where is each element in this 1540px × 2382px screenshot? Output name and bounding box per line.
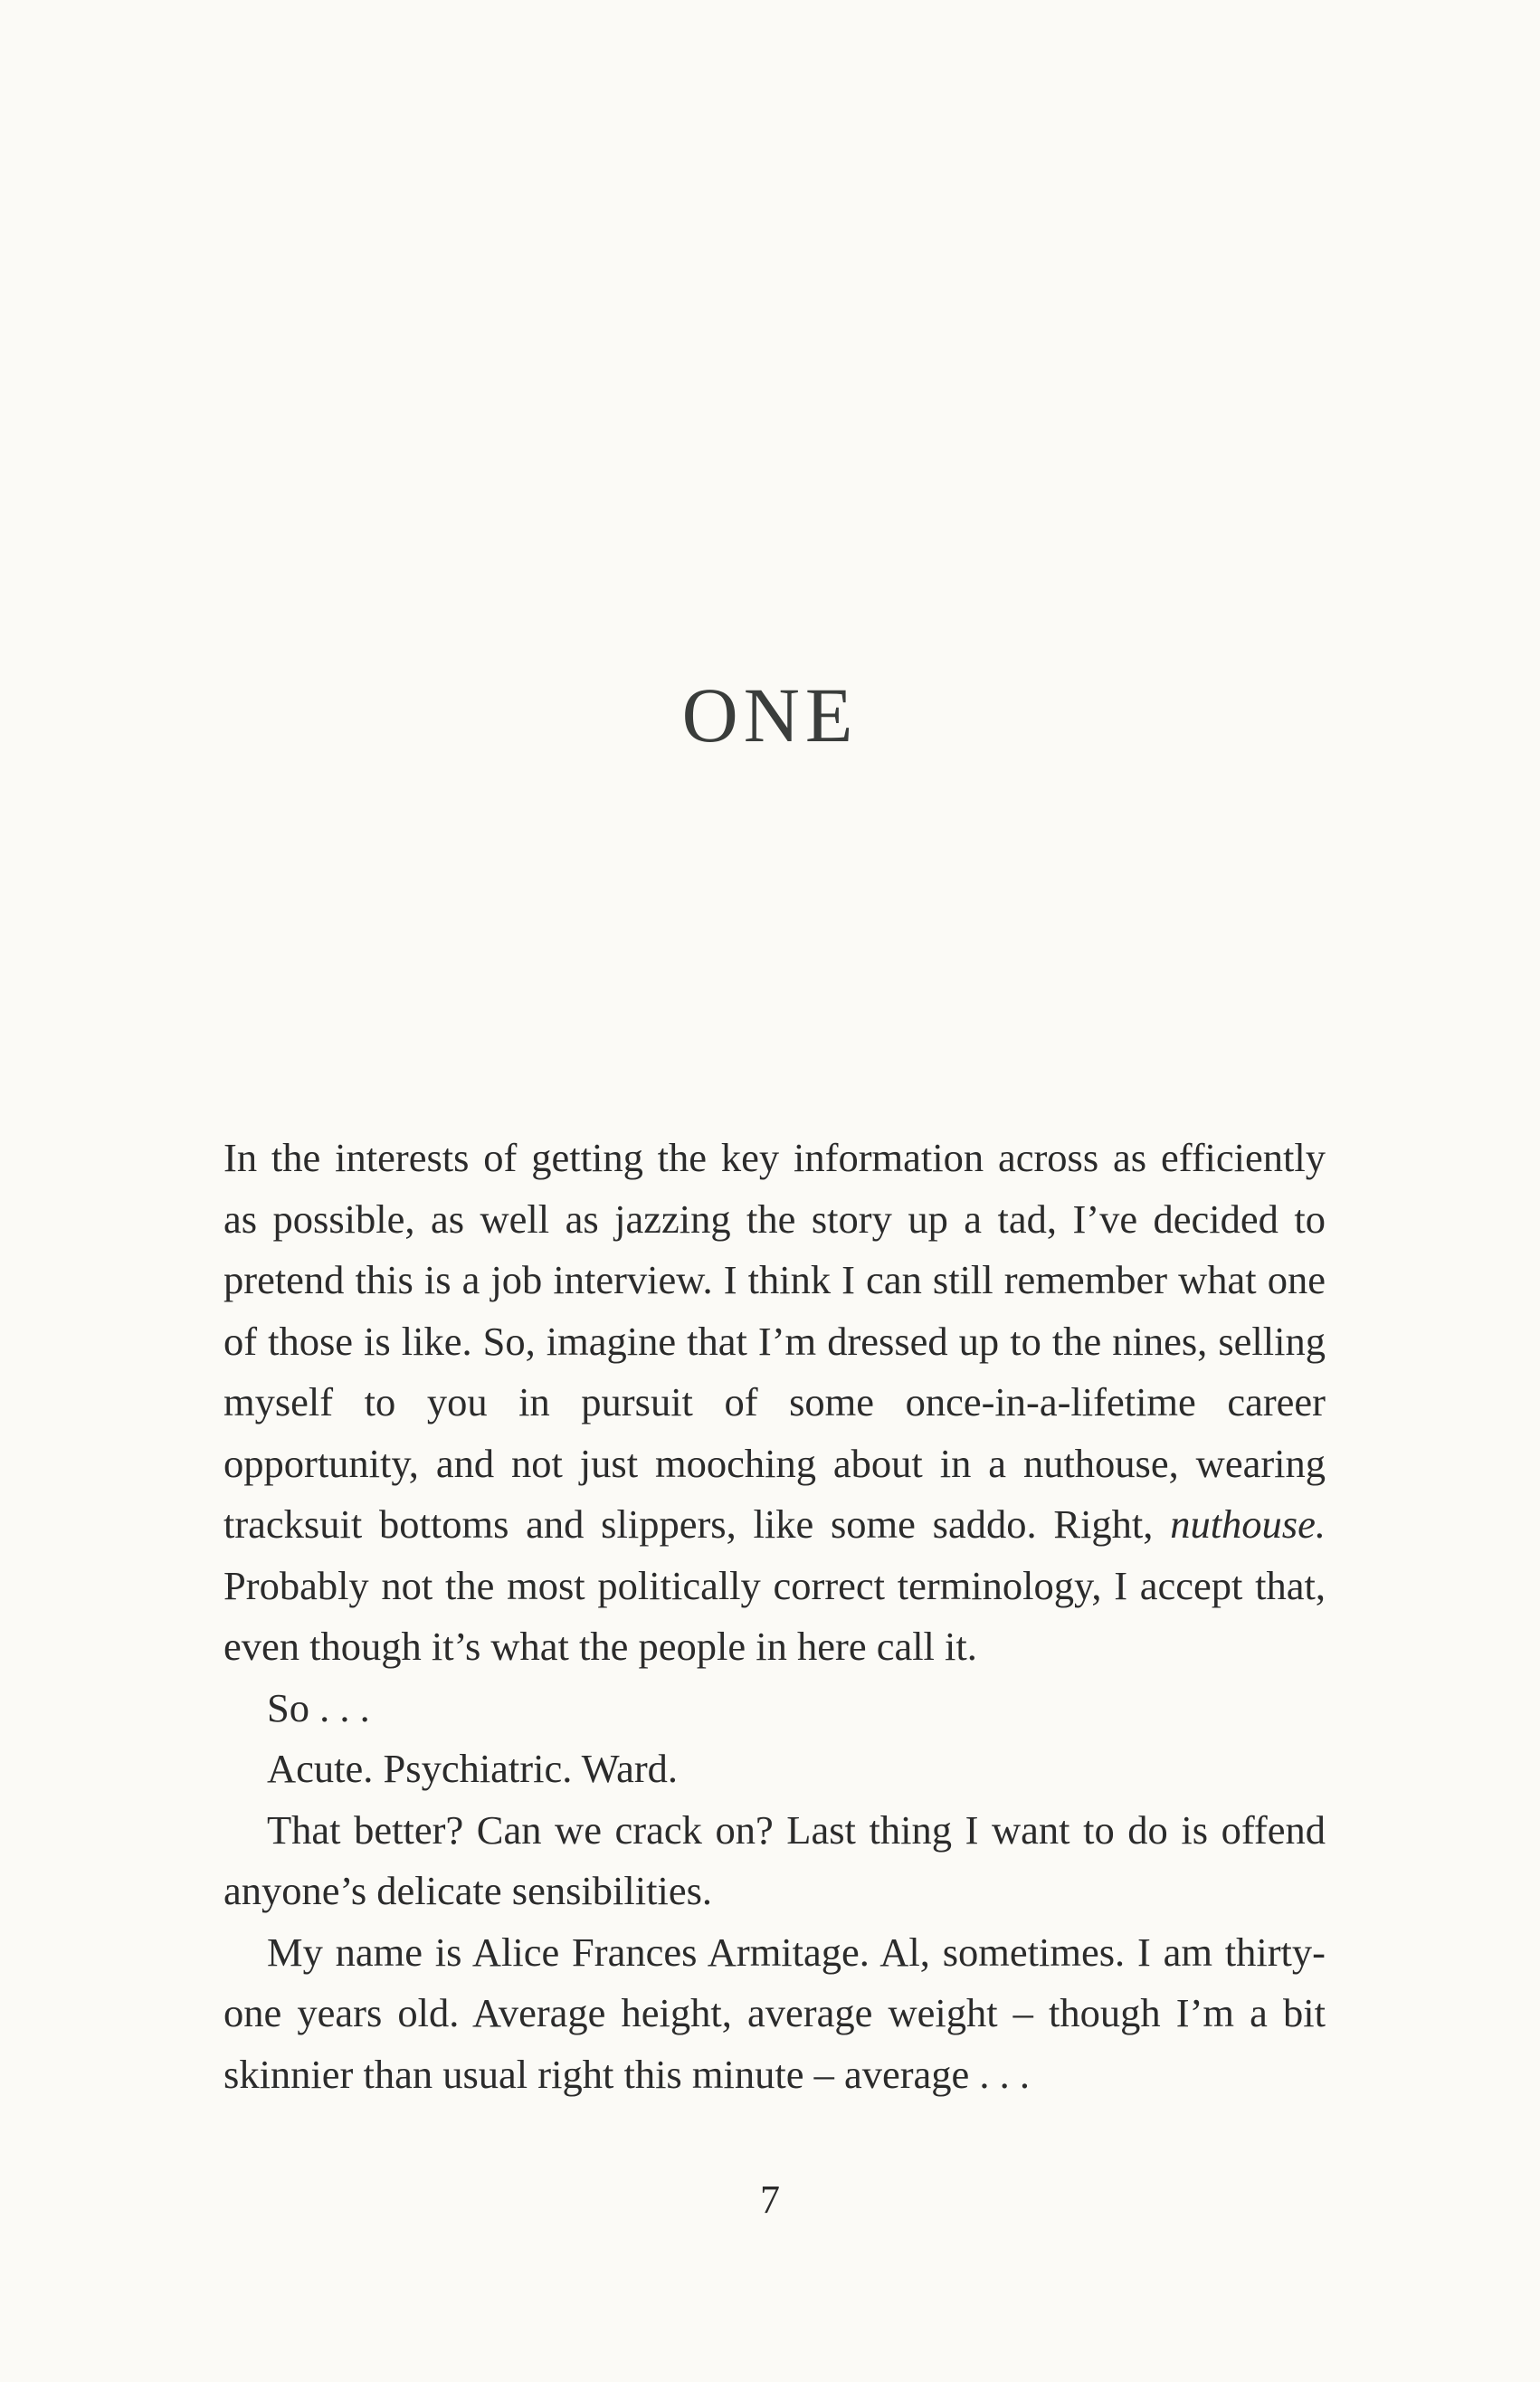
paragraph-1 <box>223 1128 1326 1678</box>
paragraph-2: So . . . <box>267 1684 370 1730</box>
body-text <box>223 1128 1326 2105</box>
paragraph-1-text-end: Probably not the most politically correct terminology, I accept that, even though it’s what the people in here call it. <box>223 1562 1326 1669</box>
paragraph-4: That better? Can we crack on? Last thing I want to do is offend anyone’s delicate sensibilities. <box>223 1806 1326 1913</box>
paragraph-1-text: In the interests of getting the key information across as efficiently as possible, as well as jazzing the story up a tad, I’ve decided to pretend this is a job interview. I think I can still remember what one of those is like. So, imagine that I’m dressed up to the nines, selling myself to you in pursuit of some once-in-a-lifetime career opportunity, and not just mooching about in a nuthouse, wearing tracksuit bottoms and slippers, like some saddo. Right, <box>223 1135 1326 1547</box>
paragraph-5: My name is Alice Frances Armitage. Al, sometimes. I am thirty-one years old. Average height, average weight – though I’m a bit skinnier than usual right this minute – average . . . <box>223 1929 1326 2097</box>
chapter-title: ONE <box>681 672 859 758</box>
page-number: 7 <box>760 2177 780 2222</box>
paragraph-3: Acute. Psychiatric. Ward. <box>267 1746 679 1791</box>
paragraph-1-emphasis: nuthouse. <box>1170 1501 1326 1547</box>
